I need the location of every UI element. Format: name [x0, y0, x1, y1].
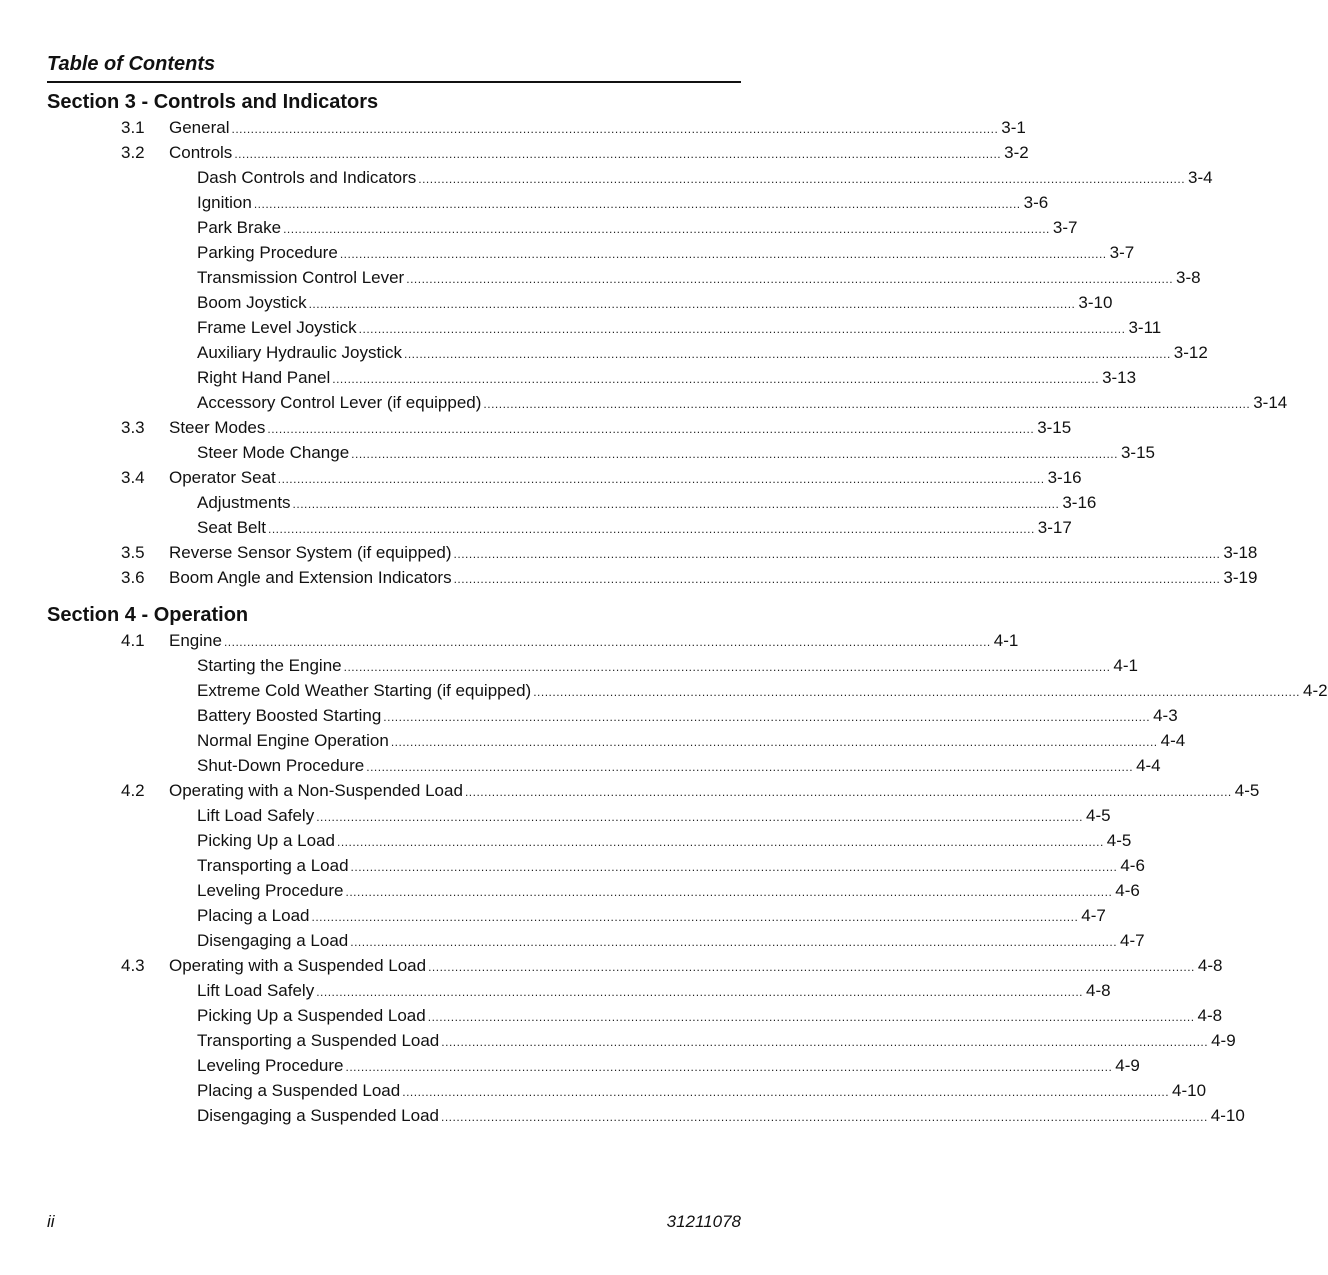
toc-entry-page: 4-7: [1081, 906, 1106, 925]
toc-entry-title: Seat Belt: [197, 518, 266, 537]
section-title: Section 4 - Operation: [47, 604, 249, 626]
footer-doc-number: 31211078: [666, 1212, 741, 1231]
dot-leader: [351, 442, 1118, 467]
toc-entry-page: 4-2: [1302, 681, 1328, 700]
dot-leader: [231, 117, 998, 142]
dot-leader: [483, 392, 1250, 417]
dot-leader: [309, 292, 1076, 317]
toc-entry[interactable]: [47, 678, 1328, 703]
toc-entry[interactable]: [47, 778, 1260, 803]
dot-leader: [311, 905, 1078, 930]
toc-entry-page: 4-9: [1211, 1031, 1236, 1050]
toc-entry-title: Leveling Procedure: [197, 1056, 344, 1075]
toc-entry-page: 3-16: [1047, 468, 1082, 487]
toc-entry-number: 3.6: [121, 568, 145, 587]
toc-entry[interactable]: [47, 953, 1223, 978]
toc-entry-page: 3-19: [1223, 568, 1258, 587]
toc-entry-title: Frame Level Joystick: [197, 318, 357, 337]
toc-entry-page: 4-10: [1172, 1081, 1207, 1100]
toc-entry[interactable]: [47, 728, 1186, 753]
toc-entry-title: Battery Boosted Starting: [197, 706, 382, 725]
toc-entry-title: Shut-Down Procedure: [197, 756, 365, 775]
toc-entry[interactable]: [47, 265, 1201, 290]
toc-entry[interactable]: [47, 490, 1097, 515]
dot-leader: [428, 955, 1195, 980]
toc-entry-number: 4.2: [121, 781, 145, 800]
toc-entry-title: Normal Engine Operation: [197, 731, 389, 750]
dot-leader: [391, 730, 1158, 755]
toc-entry-page: 3-8: [1176, 268, 1201, 287]
toc-entry[interactable]: [47, 290, 1113, 315]
dot-leader: [383, 705, 1150, 730]
toc-entry[interactable]: [47, 540, 1258, 565]
toc-entry-page: 3-1: [1001, 118, 1026, 137]
toc-entry-number: 3.5: [121, 543, 145, 562]
toc-entry-title: Dash Controls and Indicators: [197, 168, 417, 187]
toc-entry[interactable]: [47, 1078, 1207, 1103]
dot-leader: [254, 192, 1021, 217]
toc-entry-title: Parking Procedure: [197, 243, 338, 262]
toc-entry[interactable]: [47, 878, 1140, 903]
toc-entry-list: [47, 628, 1328, 1128]
footer-page-label: ii: [47, 1212, 55, 1231]
dot-leader: [345, 880, 1112, 905]
toc-entry-title: Operating with a Suspended Load: [169, 956, 427, 975]
toc-entry[interactable]: [47, 465, 1082, 490]
toc-entry-page: 3-6: [1023, 193, 1049, 212]
toc-entry-number: 3.4: [121, 468, 145, 487]
dot-leader: [316, 980, 1083, 1005]
toc-entry-number: 3.1: [121, 118, 145, 137]
toc-entry-page: 4-7: [1120, 931, 1145, 950]
toc-entry[interactable]: [47, 903, 1106, 928]
toc-entry[interactable]: [47, 565, 1258, 590]
toc-entry-page: 4-6: [1120, 856, 1145, 875]
toc-entry-page: 4-4: [1160, 731, 1186, 750]
toc-entry-page: 3-10: [1078, 293, 1113, 312]
toc-entry[interactable]: [47, 1053, 1140, 1078]
dot-leader: [366, 755, 1133, 780]
toc-entry[interactable]: [47, 703, 1178, 728]
dot-leader: [340, 242, 1107, 267]
dot-leader: [402, 1080, 1169, 1105]
toc-entry-title: Operating with a Non-Suspended Load: [169, 781, 463, 800]
toc-entry-page: 3-12: [1173, 343, 1208, 362]
toc-entry-page: 3-7: [1109, 243, 1135, 262]
toc-entry-title: Extreme Cold Weather Starting (if equipped): [197, 681, 532, 700]
toc-entry-title: Transporting a Load: [197, 856, 349, 875]
toc-section: [47, 89, 1288, 590]
section-title: Section 3 - Controls and Indicators: [47, 91, 379, 113]
toc-entry-page: 4-5: [1234, 781, 1260, 800]
toc-entry-page: 4-1: [993, 631, 1019, 650]
toc-entry-title: Picking Up a Suspended Load: [197, 1006, 426, 1025]
toc-entry[interactable]: [47, 515, 1072, 540]
toc-entry-title: Adjustments: [197, 493, 291, 512]
toc-entry-title: Disengaging a Suspended Load: [197, 1106, 439, 1125]
toc-entry-title: Controls: [169, 143, 233, 162]
toc-entry[interactable]: [47, 1028, 1236, 1053]
toc-entry[interactable]: [47, 978, 1111, 1003]
toc-entry[interactable]: [47, 215, 1078, 240]
page-header: [47, 51, 741, 83]
toc-entry-title: Transporting a Suspended Load: [197, 1031, 440, 1050]
toc-entry[interactable]: [47, 928, 1145, 953]
page-header-title: Table of Contents: [47, 53, 216, 75]
toc-entry-number: 3.3: [121, 418, 145, 437]
dot-leader: [267, 417, 1034, 442]
toc-entry[interactable]: [47, 803, 1111, 828]
toc-entry[interactable]: [47, 828, 1132, 853]
dot-leader: [283, 217, 1050, 242]
toc-entry-page: 3-18: [1223, 543, 1258, 562]
dot-leader: [454, 542, 1221, 567]
dot-leader: [293, 492, 1060, 517]
toc-entry-title: Placing a Suspended Load: [197, 1081, 401, 1100]
toc-entry-title: Ignition: [197, 193, 252, 212]
toc-entry-page: 4-8: [1197, 1006, 1223, 1025]
dot-leader: [268, 517, 1035, 542]
toc-entry[interactable]: [47, 165, 1213, 190]
toc-entry-title: Park Brake: [197, 218, 282, 237]
toc-entry[interactable]: [47, 628, 1019, 653]
dot-leader: [454, 567, 1221, 592]
toc-entry-page: 4-10: [1210, 1106, 1245, 1125]
toc-entry-page: 3-4: [1188, 168, 1213, 187]
toc-entry-page: 3-17: [1037, 518, 1072, 537]
toc-entry-title: Operator Seat: [169, 468, 276, 487]
dot-leader: [404, 342, 1171, 367]
toc-entry-title: Starting the Engine: [197, 656, 342, 675]
toc-entry-title: Right Hand Panel: [197, 368, 331, 387]
toc-entry[interactable]: [47, 115, 1026, 140]
toc-entry-page: 3-15: [1037, 418, 1072, 437]
toc-entry-page: 3-13: [1102, 368, 1137, 387]
toc-entry[interactable]: [47, 440, 1155, 465]
toc-entry-title: Reverse Sensor System (if equipped): [169, 543, 452, 562]
toc-entry-page: 4-5: [1086, 806, 1111, 825]
dot-leader: [278, 467, 1045, 492]
toc-entry-page: 3-14: [1253, 393, 1288, 412]
toc-entry-page: 4-8: [1197, 956, 1223, 975]
dot-leader: [428, 1005, 1195, 1030]
toc-entry-page: 4-5: [1106, 831, 1132, 850]
toc-entry-page: 4-8: [1086, 981, 1111, 1000]
toc-entry-title: Steer Mode Change: [197, 443, 350, 462]
toc-entry-title: Leveling Procedure: [197, 881, 344, 900]
toc-entry-number: 3.2: [121, 143, 145, 162]
toc-entry-number: 4.1: [121, 631, 145, 650]
toc-entry[interactable]: [47, 140, 1029, 165]
toc-entry-page: 3-2: [1004, 143, 1029, 162]
toc-entry[interactable]: [47, 753, 1161, 778]
toc-entry-number: 4.3: [121, 956, 145, 975]
dot-leader: [533, 680, 1300, 705]
toc-entry-title: Engine: [169, 631, 222, 650]
toc-entry-list: [47, 115, 1288, 590]
toc-entry[interactable]: [47, 390, 1288, 415]
dot-leader: [345, 1055, 1112, 1080]
dot-leader: [465, 780, 1232, 805]
toc-entry-page: 3-16: [1062, 493, 1097, 512]
dot-leader: [332, 367, 1099, 392]
toc-entry-page: 3-11: [1128, 318, 1162, 337]
toc-entry-title: Boom Angle and Extension Indicators: [169, 568, 452, 587]
toc-entry-page: 4-3: [1153, 706, 1178, 725]
dot-leader: [406, 267, 1173, 292]
toc-entry-title: Transmission Control Lever: [197, 268, 405, 287]
page-footer: [47, 1210, 741, 1234]
toc-entry[interactable]: [47, 653, 1138, 678]
toc-entry-title: Placing a Load: [197, 906, 310, 925]
toc-entry[interactable]: [47, 340, 1208, 365]
dot-leader: [234, 142, 1001, 167]
toc-section: [47, 602, 1328, 1128]
dot-leader: [224, 630, 991, 655]
toc-entry-page: 4-9: [1115, 1056, 1140, 1075]
toc-entry-title: Lift Load Safely: [197, 981, 315, 1000]
toc-entry-title: General: [169, 118, 230, 137]
toc-entry-title: Auxiliary Hydraulic Joystick: [197, 343, 402, 362]
toc-entry-page: 3-7: [1052, 218, 1078, 237]
dot-leader: [337, 830, 1104, 855]
toc-entry[interactable]: [47, 1003, 1223, 1028]
toc-entry-title: Disengaging a Load: [197, 931, 349, 950]
toc-entry-page: 4-6: [1115, 881, 1140, 900]
document-page: [47, 0, 1328, 1275]
toc-entry-page: 3-15: [1120, 443, 1155, 462]
dot-leader: [344, 655, 1111, 680]
dot-leader: [316, 805, 1083, 830]
toc-entry-title: Steer Modes: [169, 418, 266, 437]
dot-leader: [441, 1030, 1208, 1055]
toc-entry[interactable]: [47, 1103, 1245, 1128]
toc-entry-title: Accessory Control Lever (if equipped): [197, 393, 482, 412]
dot-leader: [418, 167, 1185, 192]
toc-entry[interactable]: [47, 315, 1162, 340]
toc-entry[interactable]: [47, 853, 1145, 878]
toc-entry-title: Picking Up a Load: [197, 831, 335, 850]
toc-entry[interactable]: [47, 240, 1135, 265]
dot-leader: [359, 317, 1126, 342]
toc-entry[interactable]: [47, 190, 1049, 215]
toc-entry-page: 4-4: [1136, 756, 1161, 775]
toc-entry-title: Boom Joystick: [197, 293, 307, 312]
dot-leader: [350, 930, 1117, 955]
toc-entry-page: 4-1: [1113, 656, 1138, 675]
dot-leader: [441, 1105, 1208, 1130]
toc-entry[interactable]: [47, 365, 1137, 390]
toc-entry[interactable]: [47, 415, 1072, 440]
toc-entry-title: Lift Load Safely: [197, 806, 315, 825]
dot-leader: [351, 855, 1118, 880]
